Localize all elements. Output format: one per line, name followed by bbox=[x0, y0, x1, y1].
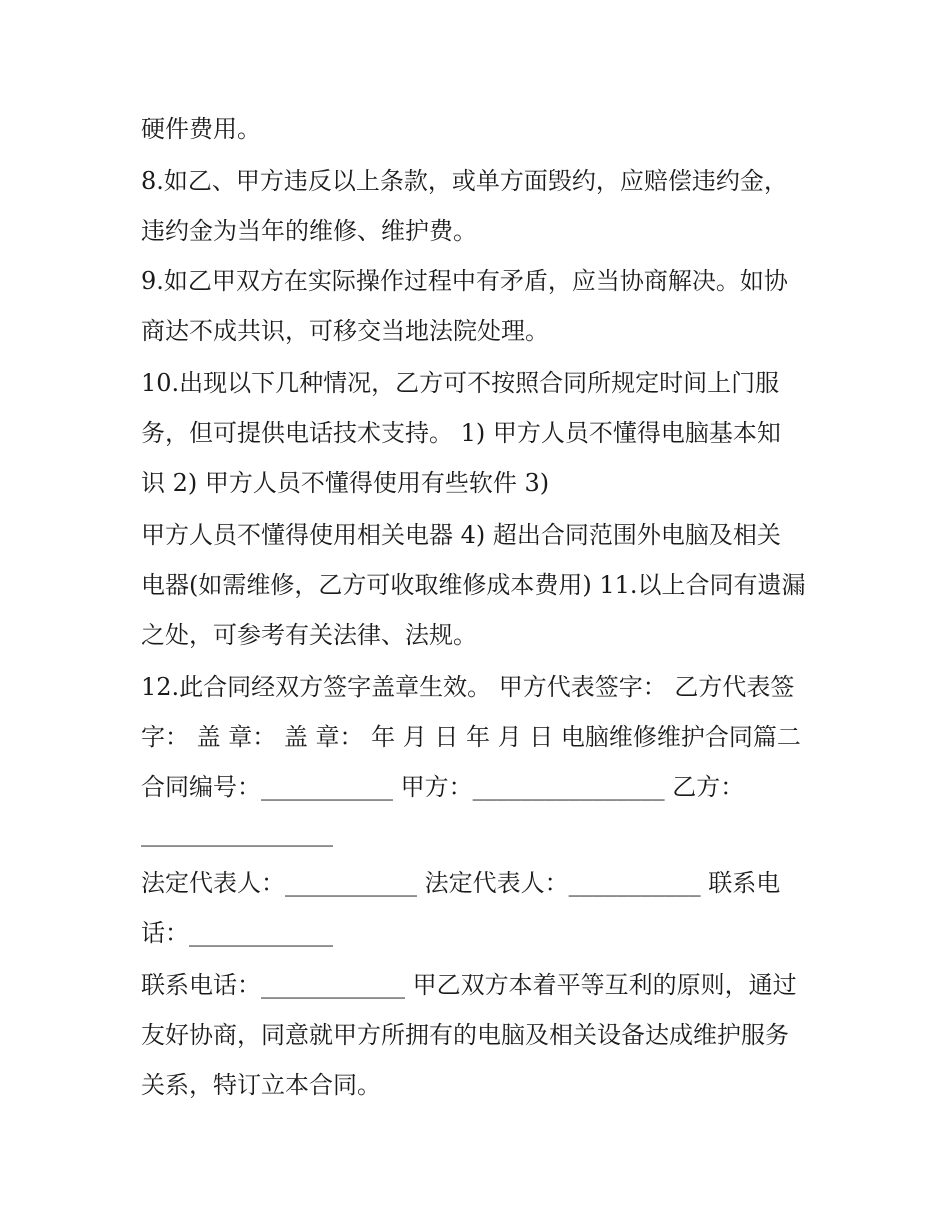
text-line: 合同编号：___________ 甲方：________________ 乙方： bbox=[141, 773, 745, 801]
text-line: 字： 盖 章： 盖 章： 年 月 日 年 月 日 电脑维修维护合同篇二 bbox=[141, 723, 801, 751]
text-line: 硬件费用。 bbox=[141, 115, 261, 143]
text-line: 12.此合同经双方签字盖章生效。 甲方代表签字： 乙方代表签 bbox=[141, 673, 795, 701]
text-line: 识 2) 甲方人员不懂得使用有些软件 3) bbox=[141, 469, 550, 497]
text-line: 9.如乙甲双方在实际操作过程中有矛盾，应当协商解决。如协 bbox=[141, 267, 788, 295]
text-line: 话：____________ bbox=[141, 919, 333, 947]
text-line: 电器(如需维修，乙方可收取维修成本费用) 11.以上合同有遗漏 bbox=[141, 571, 806, 599]
text-line: 法定代表人：___________ 法定代表人：___________ 联系电 bbox=[141, 869, 781, 897]
text-line: ________________ bbox=[141, 819, 333, 847]
text-line: 友好协商，同意就甲方所拥有的电脑及相关设备达成维护服务 bbox=[141, 1021, 789, 1049]
text-line: 关系，特订立本合同。 bbox=[141, 1071, 381, 1099]
text-line: 8.如乙、甲方违反以上条款，或单方面毁约，应赔偿违约金， bbox=[141, 167, 788, 195]
text-line: 违约金为当年的维修、维护费。 bbox=[141, 217, 477, 245]
text-line: 之处，可参考有关法律、法规。 bbox=[141, 621, 477, 649]
text-line: 联系电话：____________ 甲乙双方本着平等互利的原则，通过 bbox=[141, 971, 797, 999]
text-line: 甲方人员不懂得使用相关电器 4) 超出合同范围外电脑及相关 bbox=[141, 521, 781, 549]
text-line: 务，但可提供电话技术支持。 1) 甲方人员不懂得电脑基本知 bbox=[141, 419, 781, 447]
text-line: 10.出现以下几种情况，乙方可不按照合同所规定时间上门服 bbox=[141, 369, 780, 397]
text-line: 商达不成共识，可移交当地法院处理。 bbox=[141, 317, 549, 345]
